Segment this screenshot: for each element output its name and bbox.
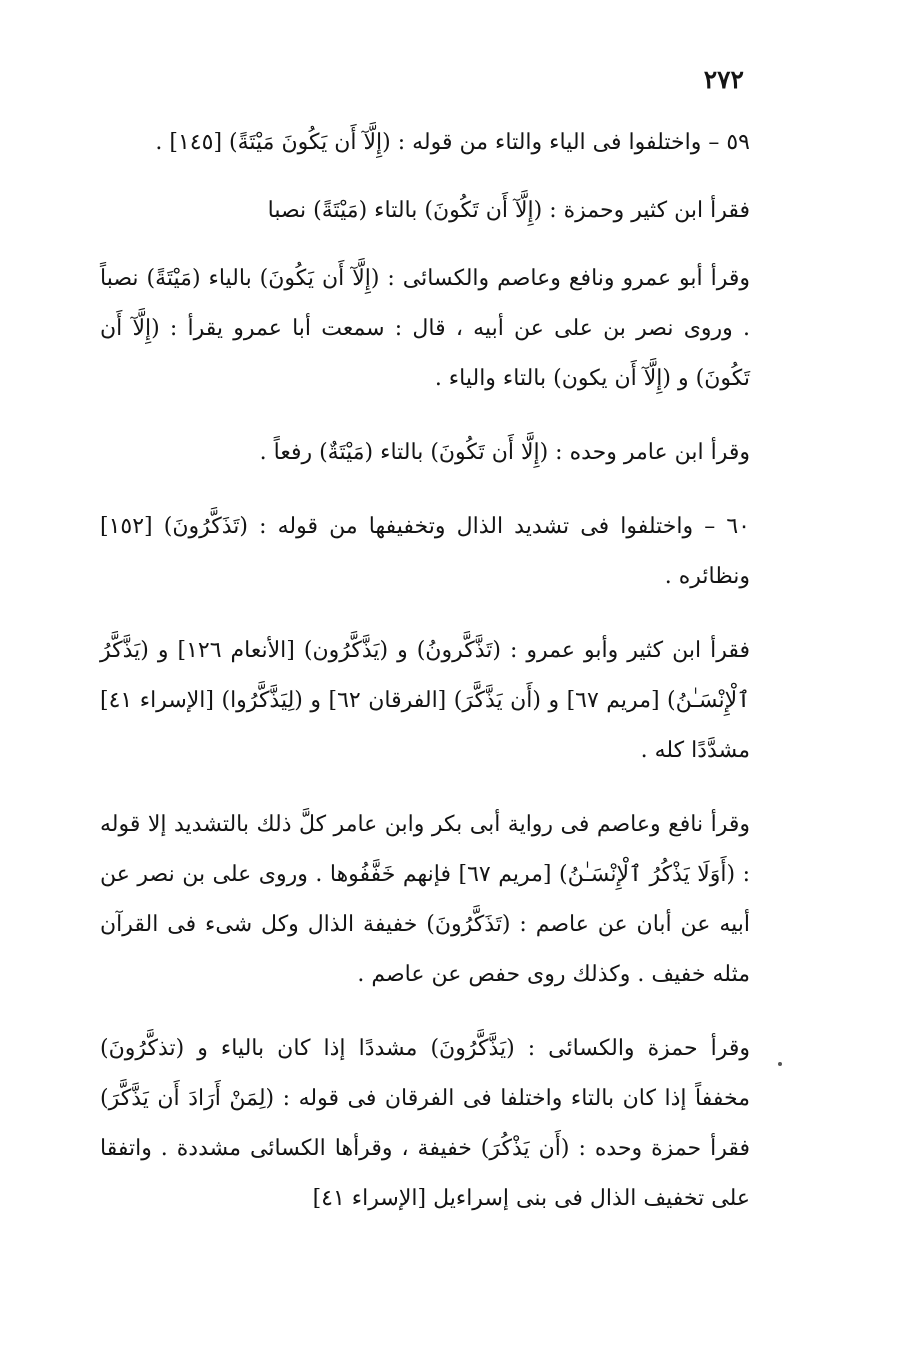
paragraph-60-heading: ٦٠ – واختلفوا فى تشديد الذال وتخفيفها من قوله : (تَذَكَّرُونَ) [١٥٢] ونظائره .: [100, 514, 750, 589]
paragraph-nafi-asim: وقرأ نافع وعاصم فى رواية أبى بكر وابن عامر كلَّ ذلك بالتشديد إلا قوله : (أَوَلَا يَذْكُرُ ٱلْإِنْسَـٰنُ) [مريم ٦٧] فإنهم خَفَّفُوها . وروى على بن نصر عن أبيه عن أبان عن عاصم : (تَذَكَّرُونَ) خفيفة الذال وكل شىء فى القرآن مثله خفيف . وكذلك روى حفص عن عاصم .: [100, 812, 750, 987]
paragraph-abu-amr: وقرأ أبو عمرو ونافع وعاصم والكسائى : (إِلَّآ أَن يَكُونَ) بالياء (مَيْتَةً) نصباً . وروى نصر بن على عن أبيه ، قال : سمعت أبا عمرو يقرأ : (إِلَّآ أَن تَكُونَ) و (إِلَّآ أَن يكون) بالتاء والياء .: [100, 266, 750, 391]
paragraph-59-heading: ٥٩ – واختلفوا فى الياء والتاء من قوله : (إِلَّآ أَن يَكُونَ مَيْتَةً) [١٤٥] .: [155, 130, 750, 155]
book-page: [100, 60, 750, 1248]
paragraph-ibn-kathir-abu-amr: فقرأ ابن كثير وأبو عمرو : (تَذَّكَّرونُ) و (يَذَّكَّرُون) [الأنعام ١٢٦] و (يَذَّكَّرُ ٱلْإِنْسَـٰنُ) [مريم ٦٧] و (أَن يَذَّكَّرَ) [الفرقان ٦٢] و (لِيَذَّكَّرُوا) [الإسراء ٤١] مشدَّدًا كله .: [100, 638, 751, 763]
margin-speck: [778, 1062, 782, 1066]
page-number: ٢٧٢: [703, 65, 744, 94]
paragraph-ibn-amir: وقرأ ابن عامر وحده : (إِلَّا أَن تَكُونَ) بالتاء (مَيْتَةٌ) رفعاً .: [259, 440, 750, 465]
paragraph-hamza-kisai: وقرأ حمزة والكسائى : (يَذَّكَّرُونَ) مشددًا إذا كان بالياء و (تذكَّرُونَ) مخففاً إذا كان بالتاء واختلفا فى الفرقان فى قوله : (لِمَنْ أَرَادَ أَن يَذَّكَّرَ) فقرأ حمزة وحده : (أَن يَذْكُرَ) خفيفة ، وقرأها الكسائى مشددة . واتفقا على تخفيف الذال فى بنى إسراءيل [الإسراء ٤١]: [100, 1036, 750, 1211]
paragraph-ibn-kathir-hamza: فقرأ ابن كثير وحمزة : (إِلَّآ أَن تَكُونَ) بالتاء (مَيْتَةً) نصبا: [267, 198, 750, 223]
